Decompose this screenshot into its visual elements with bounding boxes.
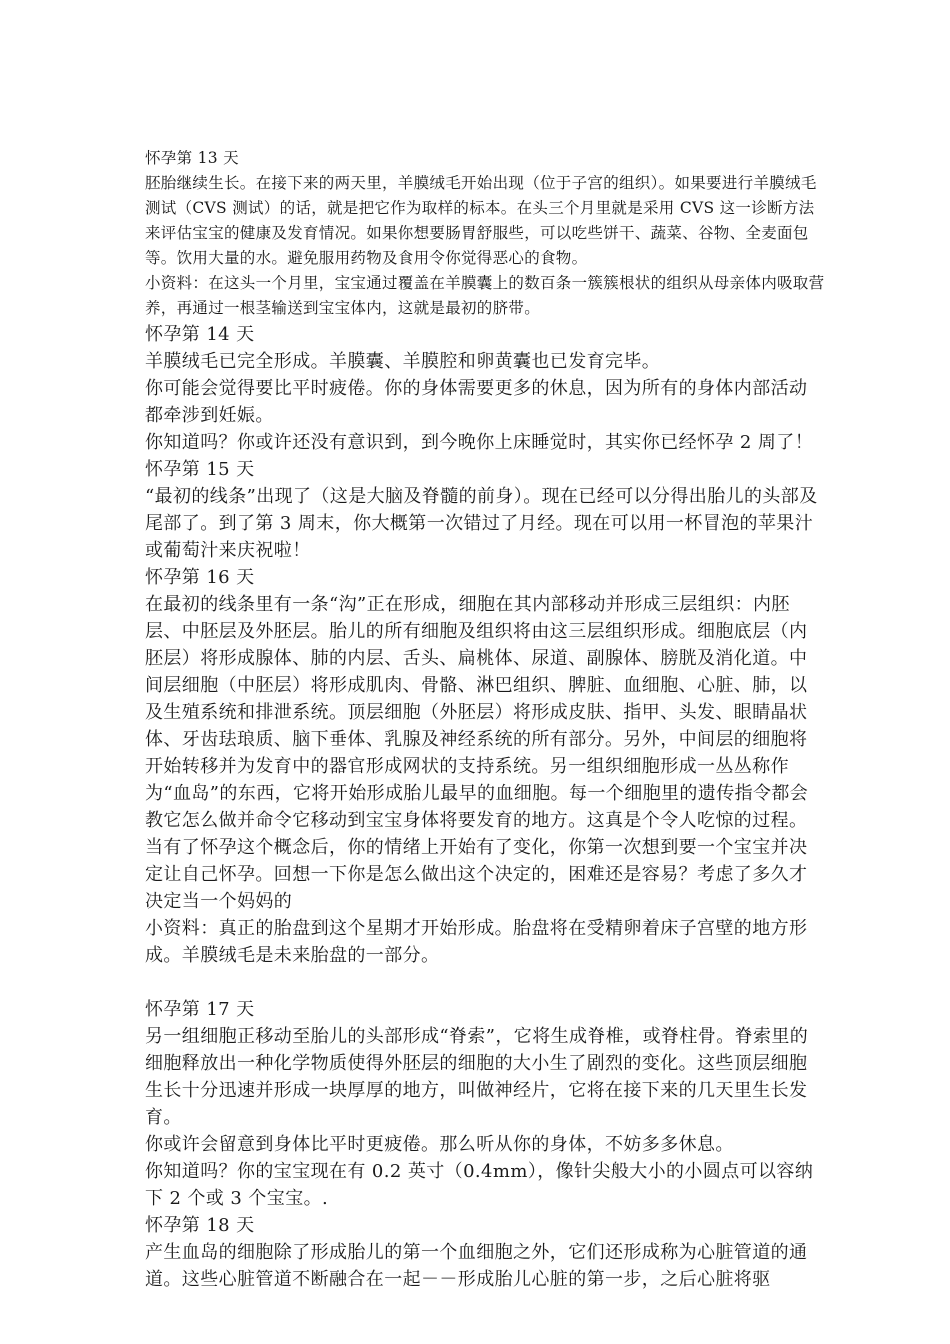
info-note: 小资料：在这头一个月里，宝宝通过覆盖在羊膜囊上的数百条一簇簇根状的组织从母亲体内吸取营养，再通过一根茎输送到宝宝体内，这就是最初的脐带。 [145, 274, 825, 317]
document-body [145, 146, 825, 1293]
paragraph: 产生血岛的细胞除了形成胎儿的第一个血细胞之外，它们还形成称为心脏管道的通道。这些心脏管道不断融合在一起－－形成胎儿心脏的第一步，之后心脏将驱 [145, 1242, 808, 1290]
did-you-know: 你知道吗？你或许还没有意识到，到今晚你上床睡觉时，其实你已经怀孕 2 周了！ [145, 432, 814, 453]
section-heading: 怀孕第 17 天 [145, 999, 255, 1020]
section-day-17 [145, 996, 825, 1212]
section-heading: 怀孕第 15 天 [145, 459, 255, 480]
paragraph: 羊膜绒毛已完全形成。羊膜囊、羊膜腔和卵黄囊也已发育完毕。 [145, 351, 661, 372]
paragraph: 胚胎继续生长。在接下来的两天里，羊膜绒毛开始出现（位于子宫的组织）。如果要进行羊膜绒毛测试（CVS 测试）的话，就是把它作为取样的标本。在头三个月里就是采用 CVS 这一诊断方法来评估宝宝的健康及发育情况。如果你想要肠胃舒服些，可以吃些饼干、蔬菜、谷物、全麦面包等。饮用大量的水。避免服用药物及食用令你觉得恶心的食物。 [145, 174, 817, 267]
paragraph: 在最初的线条里有一条“沟”正在形成，细胞在其内部移动并形成三层组织：内胚层、中胚层及外胚层。胎儿的所有细胞及组织将由这三层组织形成。细胞底层（内胚层）将形成腺体、肺的内层、舌头、扁桃体、尿道、副腺体、膀胱及消化道。中间层细胞（中胚层）将形成肌肉、骨骼、淋巴组织、脾脏、血细胞、心脏、肺，以及生殖系统和排泄系统。顶层细胞（外胚层）将形成皮肤、指甲、头发、眼睛晶状体、牙齿珐琅质、脑下垂体、乳腺及神经系统的所有部分。另外，中间层的细胞将开始转移并为发育中的器官形成网状的支持系统。另一组织细胞形成一丛丛称作为“血岛”的东西，它将开始形成胎儿最早的血细胞。每一个细胞里的遗传指令都会教它怎么做并命令它移动到宝宝身体将要发育的地方。这真是个令人吃惊的过程。 [145, 594, 809, 831]
section-day-14 [145, 321, 825, 456]
paragraph: 你或许会留意到身体比平时更疲倦。那么听从你的身体，不妨多多休息。 [145, 1134, 734, 1155]
section-day-18 [145, 1212, 825, 1293]
paragraph: 你可能会觉得要比平时疲倦。你的身体需要更多的休息，因为所有的身体内部活动都牵涉到妊娠。 [145, 378, 808, 426]
paragraph: 另一组细胞正移动至胎儿的头部形成“脊索”，它将生成脊椎，或脊柱骨。脊索里的细胞释放出一种化学物质使得外胚层的细胞的大小生了剧烈的变化。这些顶层细胞生长十分迅速并形成一块厚厚的地方，叫做神经片，它将在接下来的几天里生长发育。 [145, 1026, 809, 1128]
section-day-16 [145, 564, 825, 996]
section-heading: 怀孕第 14 天 [145, 324, 255, 345]
did-you-know: 你知道吗？你的宝宝现在有 0.2 英寸（0.4mm），像针尖般大小的小圆点可以容纳下 2 个或 3 个宝宝。. [145, 1161, 814, 1209]
section-day-15 [145, 456, 825, 564]
spacer [145, 969, 825, 996]
section-heading: 怀孕第 13 天 [145, 149, 239, 167]
paragraph: 当有了怀孕这个概念后，你的情绪上开始有了变化，你第一次想到要一个宝宝并决定让自己怀孕。回想一下你是怎么做出这个决定的，困难还是容易？考虑了多久才决定当一个妈妈的 [145, 837, 808, 912]
section-heading: 怀孕第 18 天 [145, 1215, 255, 1236]
section-day-13 [145, 146, 825, 321]
info-note: 小资料：真正的胎盘到这个星期才开始形成。胎盘将在受精卵着床子宫壁的地方形成。羊膜绒毛是未来胎盘的一部分。 [145, 918, 808, 966]
paragraph: “最初的线条”出现了（这是大脑及脊髓的前身）。现在已经可以分得出胎儿的头部及尾部了。到了第 3 周末，你大概第一次错过了月经。现在可以用一杯冒泡的苹果汁或葡萄汁来庆祝啦！ [145, 486, 818, 561]
section-heading: 怀孕第 16 天 [145, 567, 255, 588]
